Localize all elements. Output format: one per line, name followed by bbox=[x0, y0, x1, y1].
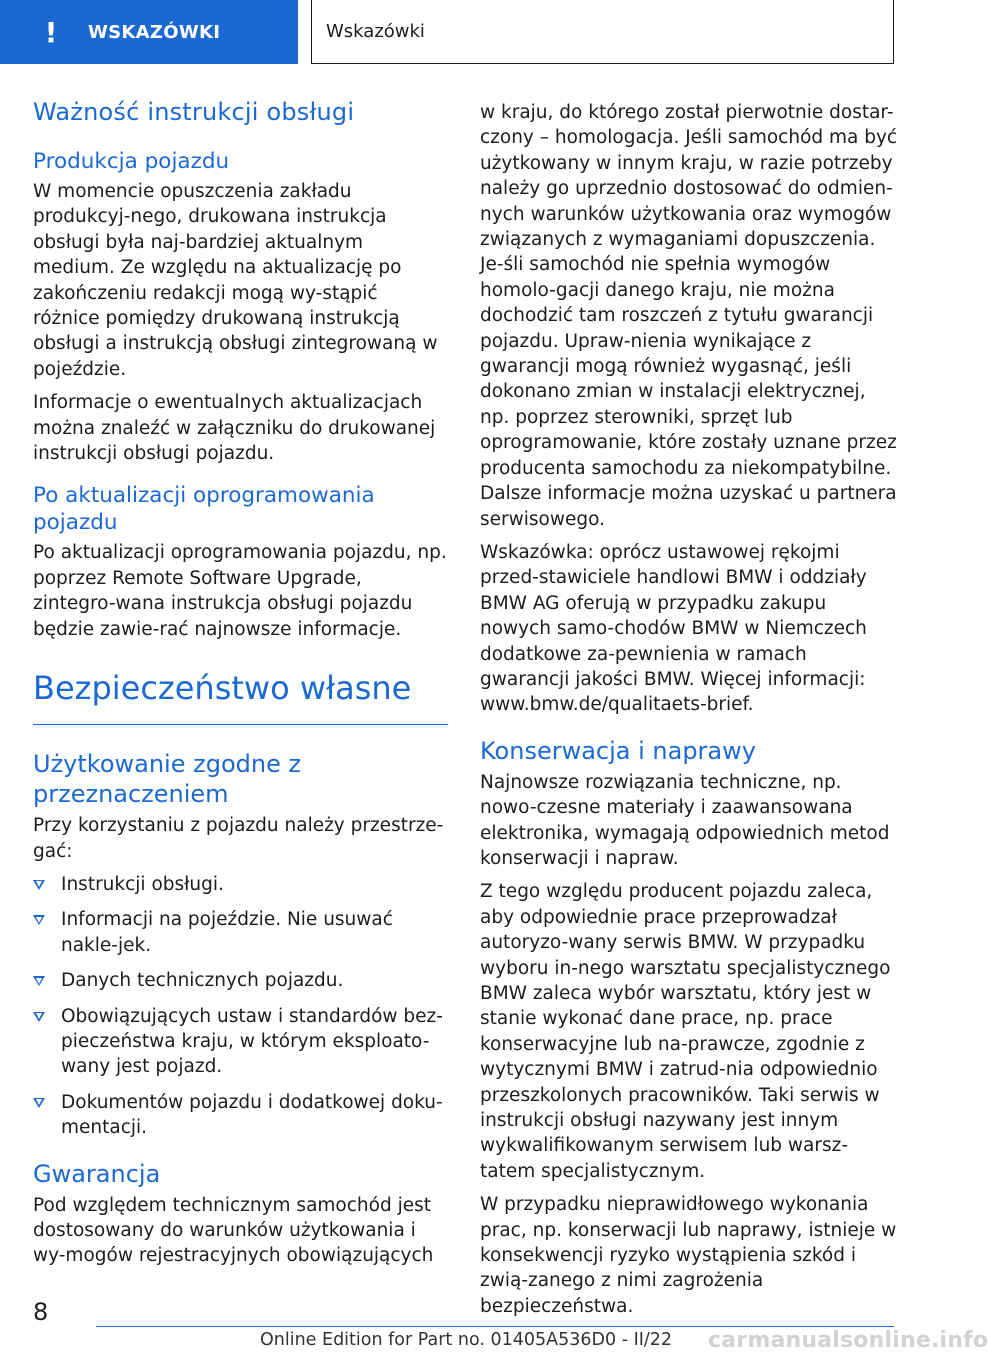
paragraph-intended-use: Przy korzystaniu z pojazdu należy przestrze-gać: bbox=[33, 815, 444, 862]
list-item: Instrukcji obsługi. bbox=[33, 872, 448, 897]
footer-divider bbox=[96, 1326, 894, 1327]
heading-intended-use: Użytkowanie zgodne z przeznaczeniem bbox=[33, 750, 302, 809]
heading-production: Produkcja pojazdu bbox=[33, 149, 230, 174]
heading-maintenance: Konserwacja i naprawy bbox=[480, 736, 756, 765]
footer-edition: Online Edition for Part no. 01405A536D0 - II/22 bbox=[260, 1330, 673, 1350]
paragraph-warranty: Pod względem technicznym samochód jest dostosowany do warunków użytkowania i wy-mogów rejestracyjnych obowiązujących bbox=[33, 1194, 434, 1267]
list-item: Danych technicznych pojazdu. bbox=[33, 968, 448, 993]
section-tab-label: WSKAZÓWKI bbox=[88, 21, 221, 43]
list-item: Dokumentów pojazdu i dodatkowej doku-mentacji. bbox=[33, 1090, 448, 1141]
paragraph-warranty-continued: w kraju, do którego został pierwotnie dostar-czony – homologacja. Jeśli samochód ma być użytkowany w innym kraju, w razie potrzeby należy go uprzednio dostosować do odmien-nych warunków użytkowania oraz wymogów związanych z wymaganiami dopuszczenia. Je-śli samochód nie spełnia wymogów homolo-gacji danego kraju, nie można dochodzić tam roszczeń z tytułu gwarancji pojazdu. Upraw-nienia wynikające z gwarancji mogą również wygasnąć, jeśli dokonano zmian w instalacji elektrycznej, np. poprzez sterowniki, sprzęt lub oprogramowanie, które zostały uznane przez producenta samochodu za niekompatybilne. Dalsze informacje można uzyskać u partnera serwisowego. bbox=[480, 102, 898, 530]
heading-warranty: Gwarancja bbox=[33, 1159, 161, 1188]
heading-software-update: Po aktualizacji oprogramowania pojazdu bbox=[33, 483, 375, 536]
paragraph-maintenance-1: Najnowsze rozwiązania techniczne, np. nowo-czesne materiały i zaawansowana elektronika, wymagają odpowiednich metod konserwacji i napraw. bbox=[480, 771, 890, 869]
triangle-bullet-icon bbox=[33, 880, 45, 890]
chapter-title-safety: Bezpieczeństwo własne bbox=[33, 666, 448, 725]
intended-use-list bbox=[33, 872, 448, 1141]
left-column bbox=[33, 98, 448, 1277]
section-header-title: Wskazówki bbox=[326, 21, 425, 42]
exclamation-icon: ! bbox=[44, 15, 58, 49]
watermark: carmanualsonline.info bbox=[708, 1328, 988, 1353]
right-column bbox=[480, 100, 898, 1327]
paragraph-software-update: Po aktualizacji oprogramowania pojazdu, np. poprzez Remote Software Upgrade, zintegro-wana instrukcja obsługi pojazdu będzie zawie-rać najnowsze informacje. bbox=[33, 542, 447, 640]
paragraph-production-2: Informacje o ewentualnych aktualizacjach można znaleźć w załączniku do drukowanej instrukcji obsługi pojazdu. bbox=[33, 392, 436, 465]
paragraph-production-1: W momencie opuszczenia zakładu produkcyj-nego, drukowana instrukcja obsługi była naj-bardziej aktualnym medium. Ze względu na aktualizację po zakończeniu redakcji mogą wy-stąpić różnice pomiędzy drukowaną instrukcją obsługi a instrukcją obsługi zintegrowaną w pojeździe. bbox=[33, 181, 438, 380]
list-item: Obowiązujących ustaw i standardów bez-pieczeństwa kraju, w którym eksploato-wany jest pojazd. bbox=[33, 1004, 448, 1080]
section-header bbox=[311, 0, 894, 64]
paragraph-maintenance-3: W przypadku nieprawidłowego wykonania prac, np. konserwacji lub naprawy, istnieje w konsekwencji ryzyko wystąpienia szkód i zwią-zanego z nimi zagrożenia bezpieczeństwa. bbox=[480, 1194, 897, 1317]
triangle-bullet-icon bbox=[33, 1012, 45, 1022]
page-number: 8 bbox=[33, 1298, 49, 1326]
triangle-bullet-icon bbox=[33, 1098, 45, 1108]
triangle-bullet-icon bbox=[33, 915, 45, 925]
heading-validity: Ważność instrukcji obsługi bbox=[33, 98, 355, 126]
section-tab[interactable] bbox=[0, 0, 298, 64]
list-item: Informacji na pojeździe. Nie usuwać nakle-jek. bbox=[33, 907, 448, 958]
triangle-bullet-icon bbox=[33, 976, 45, 986]
paragraph-hint: Wskazówka: oprócz ustawowej rękojmi przed-stawiciele handlowi BMW i oddziały BMW AG oferują w przypadku zakupu nowych samo-chodów BMW w Niemczech dodatkowe za-pewnienia w ramach gwarancji jakości BMW. Więcej informacji: www.bmw.de/qualitaets-brief. bbox=[480, 541, 867, 716]
paragraph-maintenance-2: Z tego względu producent pojazdu zaleca, aby odpowiednie prace przeprowadzał autoryzo-wany serwis BMW. W przypadku wyboru in-nego warsztatu specjalistycznego BMW zaleca wybór warsztatu, który jest w stanie wykonać dane prace, np. prace konserwacyjne lub na-prawcze, zgodnie z wytycznymi BMW i zatrud-nia odpowiednio przeszkolonych pracowników. Taki serwis w instrukcji obsługi nazywany jest innym wykwalifikowanym serwisem lub warsz-tatem specjalistycznym. bbox=[480, 881, 891, 1182]
